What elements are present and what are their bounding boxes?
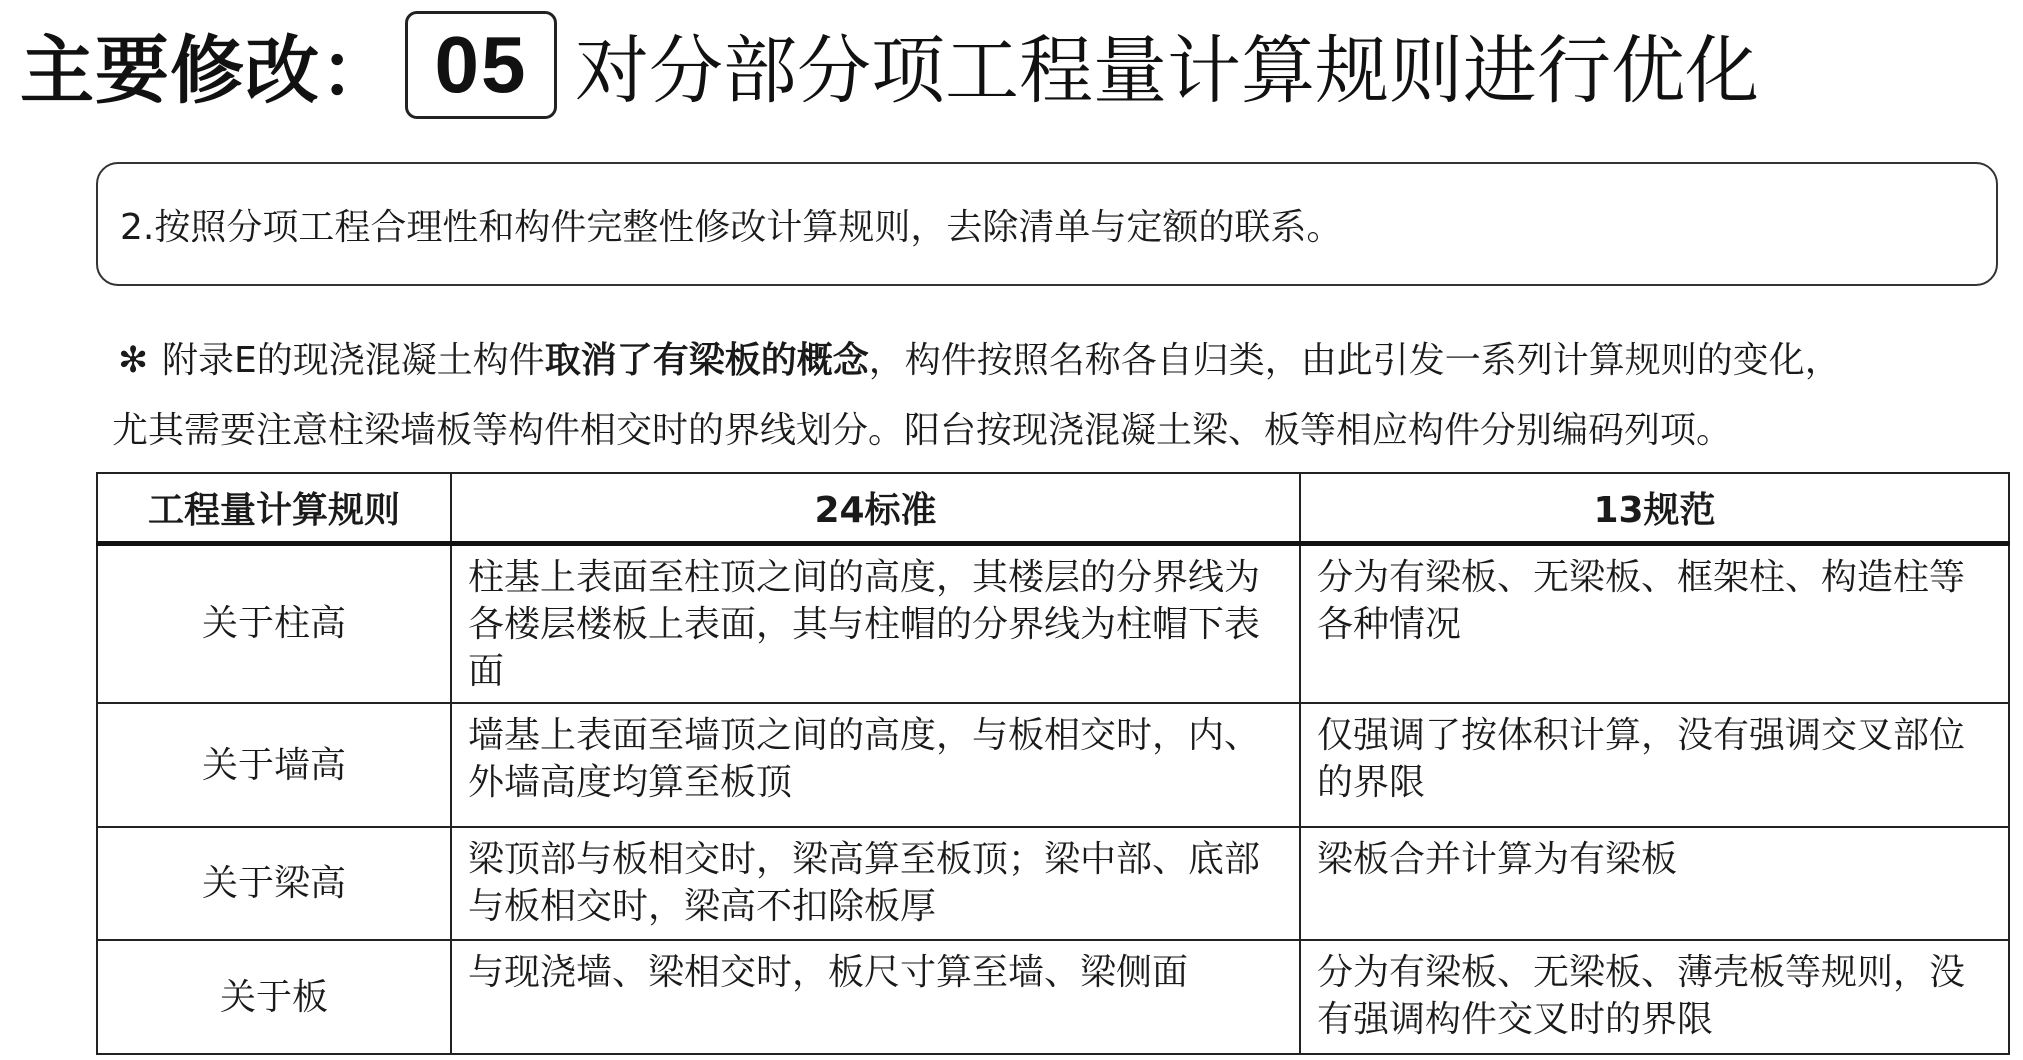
note-box xyxy=(96,162,1998,286)
header-rule: 工程量计算规则 xyxy=(97,473,451,543)
cell-std24: 墙基上表面至墙顶之间的高度，与板相交时，内、外墙高度均算至板顶 xyxy=(451,703,1300,827)
table-row xyxy=(97,703,2009,827)
asterisk-bullet-icon: ✻ xyxy=(118,340,149,381)
paragraph-line-1 xyxy=(112,326,2007,396)
title-prefix: 主要修改： xyxy=(20,28,395,114)
table-row xyxy=(97,543,2009,703)
row-label: 关于板 xyxy=(97,940,451,1054)
title-main: 对分部分项工程量计算规则进行优化 xyxy=(575,28,1759,114)
cell-std24: 与现浇墙、梁相交时，板尺寸算至墙、梁侧面 xyxy=(451,940,1300,1054)
page-title xyxy=(20,6,1759,124)
cell-std13: 仅强调了按体积计算，没有强调交叉部位的界限 xyxy=(1300,703,2009,827)
row-label: 关于柱高 xyxy=(97,543,451,703)
paragraph-line-1-after: ，构件按照名称各自归类，由此引发一系列计算规则的变化， xyxy=(868,340,1841,381)
cell-std13: 分为有梁板、无梁板、框架柱、构造柱等各种情况 xyxy=(1300,543,2009,703)
header-std24: 24标准 xyxy=(451,473,1300,543)
table-row xyxy=(97,940,2009,1054)
paragraph-highlight: 取消了有梁板的概念 xyxy=(544,340,869,381)
cell-std24: 柱基上表面至柱顶之间的高度，其楼层的分界线为各楼层楼板上表面，其与柱帽的分界线为柱帽下表面 xyxy=(451,543,1300,703)
cell-std13: 分为有梁板、无梁板、薄壳板等规则，没有强调构件交叉时的界限 xyxy=(1300,940,2009,1054)
row-label: 关于梁高 xyxy=(97,827,451,940)
paragraph-line-1-before: 附录E的现浇混凝土构件 xyxy=(162,340,545,381)
note-text: 2.按照分项工程合理性和构件完整性修改计算规则，去除清单与定额的联系。 xyxy=(120,206,1343,248)
row-label: 关于墙高 xyxy=(97,703,451,827)
table-row xyxy=(97,827,2009,940)
table-header-row xyxy=(97,473,2009,543)
section-number-badge xyxy=(405,11,557,119)
header-std13: 13规范 xyxy=(1300,473,2009,543)
section-number: 05 xyxy=(434,20,528,109)
paragraph-line-2: 尤其需要注意柱梁墙板等构件相交时的界线划分。阳台按现浇混凝土梁、板等相应构件分别编码列项。 xyxy=(112,410,1733,451)
description-paragraph xyxy=(112,326,2007,466)
comparison-table xyxy=(96,472,2010,1055)
cell-std13: 梁板合并计算为有梁板 xyxy=(1300,827,2009,940)
cell-std24: 梁顶部与板相交时，梁高算至板顶；梁中部、底部与板相交时，梁高不扣除板厚 xyxy=(451,827,1300,940)
